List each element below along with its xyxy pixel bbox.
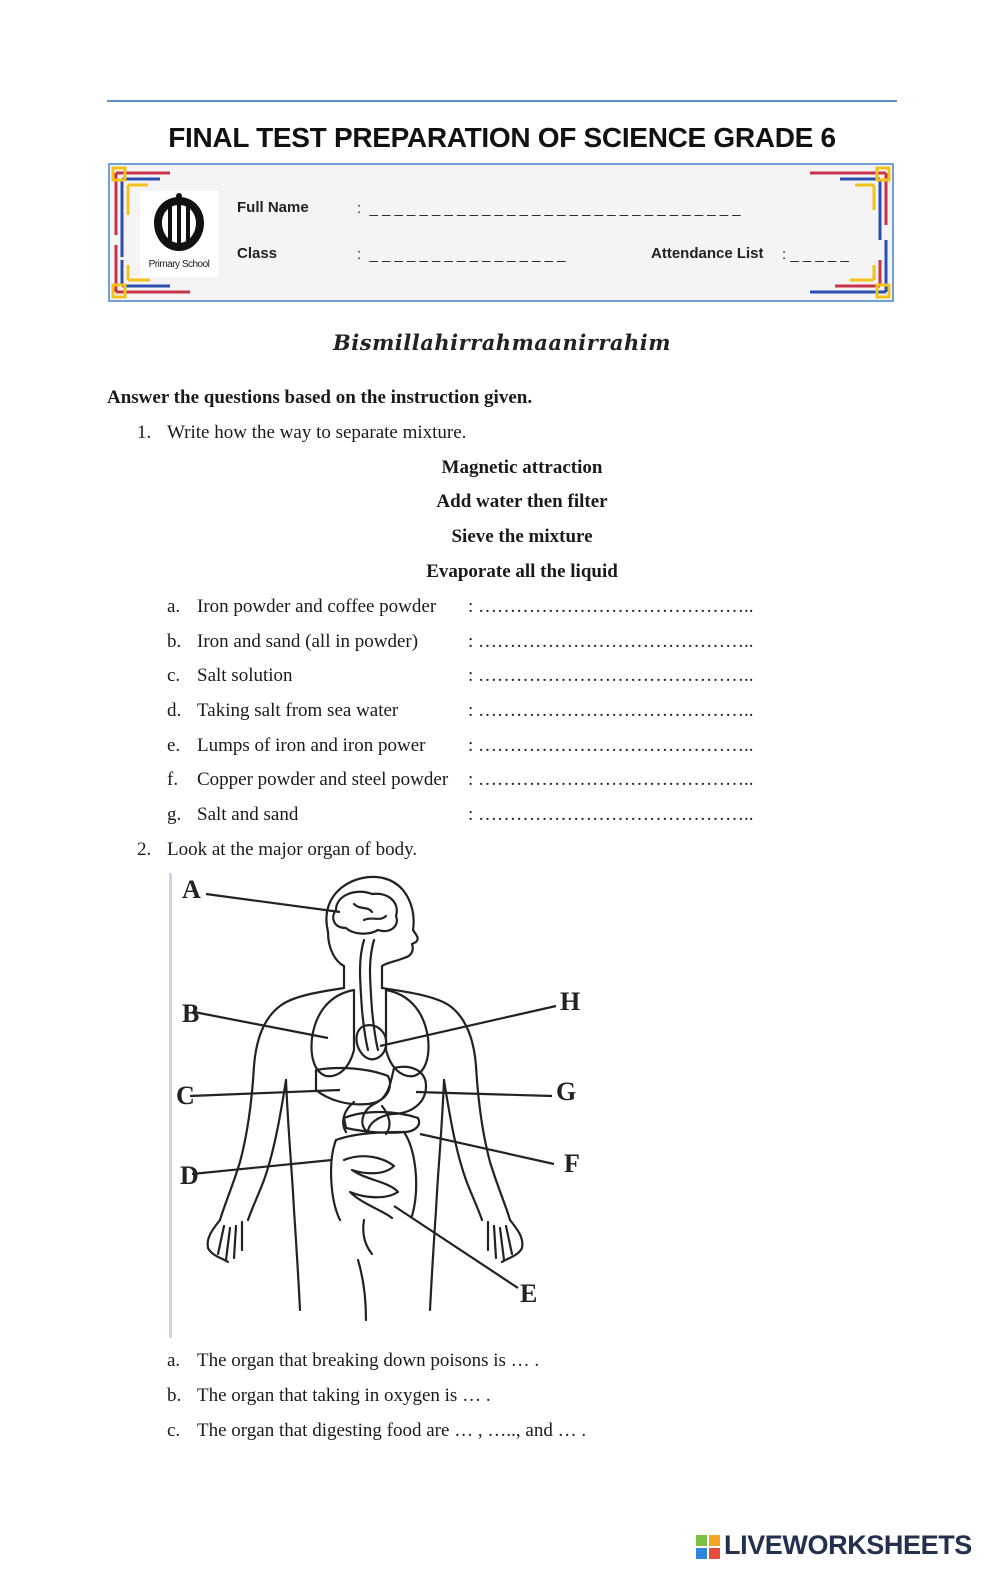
- question-2-text: Look at the major organ of body.: [167, 839, 418, 860]
- page-title: FINAL TEST PREPARATION OF SCIENCE GRADE 6: [168, 122, 836, 153]
- answer-blank[interactable]: : ……………………………………..: [468, 665, 754, 686]
- item-text: Salt solution: [197, 665, 293, 686]
- item-text: Iron powder and coffee powder: [197, 596, 437, 617]
- item-letter: e.: [167, 735, 181, 756]
- full-name-label: Full Name: [237, 199, 309, 216]
- item-letter: c.: [167, 1420, 181, 1441]
- class-field[interactable]: : _ _ _ _ _ _ _ _ _ _ _ _ _ _ _ _: [357, 246, 566, 263]
- answer-blank[interactable]: : ……………………………………..: [468, 631, 754, 652]
- full-name-field[interactable]: : _ _ _ _ _ _ _ _ _ _ _ _ _ _ _ _ _ _ _ _ _ _ _ _ _ _ _ _ _ _: [357, 200, 741, 217]
- item-text: Taking salt from sea water: [197, 700, 399, 721]
- bismillah-heading: Bismillahirrahmaanirrahim: [333, 330, 671, 355]
- item-letter: d.: [167, 700, 182, 721]
- option-add-water-filter: Add water then filter: [436, 491, 608, 512]
- school-emblem-icon: [140, 191, 218, 261]
- class-label: Class: [237, 245, 278, 262]
- item-text: Lumps of iron and iron power: [197, 735, 426, 756]
- item-letter: b.: [167, 631, 182, 652]
- item-letter: a.: [167, 596, 181, 617]
- question-1-text: Write how the way to separate mixture.: [167, 422, 467, 443]
- option-evaporate: Evaporate all the liquid: [426, 561, 618, 582]
- label-h: H: [560, 987, 581, 1016]
- label-g: G: [556, 1077, 577, 1106]
- answer-blank[interactable]: : ……………………………………..: [468, 700, 754, 721]
- item-text: Copper powder and steel powder: [197, 769, 449, 790]
- option-magnetic-attraction: Magnetic attraction: [441, 457, 603, 478]
- item-letter: g.: [167, 804, 182, 825]
- answer-blank[interactable]: : ……………………………………..: [468, 804, 754, 825]
- item-letter: a.: [167, 1350, 181, 1371]
- question-2b-text: The organ that taking in oxygen is … .: [197, 1385, 491, 1406]
- logo-caption: Primary School: [148, 259, 210, 270]
- liveworksheets-logo-icon: [696, 1535, 720, 1559]
- answer-blank[interactable]: : ……………………………………..: [468, 735, 754, 756]
- item-text: Iron and sand (all in powder): [197, 631, 419, 652]
- answer-blank[interactable]: : ……………………………………..: [468, 769, 754, 790]
- label-e: E: [520, 1279, 538, 1308]
- attendance-label: Attendance List: [651, 245, 764, 262]
- brand-name[interactable]: LIVEWORKSHEETS: [724, 1530, 972, 1560]
- attendance-field[interactable]: : _ _ _ _ _: [782, 246, 849, 263]
- top-rule: [107, 100, 897, 102]
- corner-frame-decoration: [110, 165, 892, 300]
- question-2-number: 2.: [137, 839, 152, 860]
- item-letter: b.: [167, 1385, 182, 1406]
- body-organs-diagram: [168, 870, 598, 1340]
- label-c: C: [176, 1081, 195, 1110]
- item-text: Salt and sand: [197, 804, 299, 825]
- label-f: F: [564, 1149, 580, 1178]
- question-2c-text: The organ that digesting food are … , ….., and … .: [197, 1420, 587, 1441]
- item-letter: c.: [167, 665, 181, 686]
- instruction-text: Answer the questions based on the instruction given.: [107, 387, 533, 408]
- label-b: B: [182, 999, 200, 1028]
- item-letter: f.: [167, 769, 179, 790]
- label-d: D: [180, 1161, 199, 1190]
- option-sieve: Sieve the mixture: [451, 526, 593, 547]
- label-a: A: [182, 875, 201, 904]
- answer-blank[interactable]: : ……………………………………..: [468, 596, 754, 617]
- question-1-number: 1.: [137, 422, 152, 443]
- question-2a-text: The organ that breaking down poisons is … .: [197, 1350, 540, 1371]
